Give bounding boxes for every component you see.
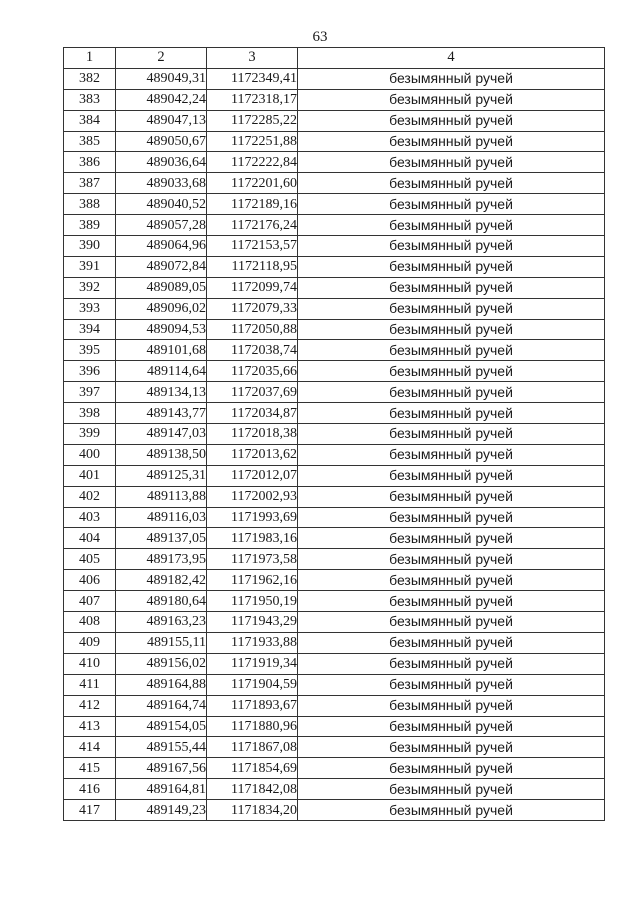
table-row xyxy=(64,131,605,152)
x-coordinate-cell: 489096,02 xyxy=(116,298,207,319)
x-coordinate-cell: 489155,44 xyxy=(116,737,207,758)
x-coordinate-cell: 489164,74 xyxy=(116,695,207,716)
table-row xyxy=(64,110,605,131)
y-coordinate-cell: 1171993,69 xyxy=(207,507,298,528)
x-coordinate-cell: 489180,64 xyxy=(116,591,207,612)
table-row xyxy=(64,758,605,779)
description-cell: безымянный ручей xyxy=(298,549,605,570)
description-cell: безымянный ручей xyxy=(298,340,605,361)
point-number-cell: 417 xyxy=(64,800,116,821)
x-coordinate-cell: 489116,03 xyxy=(116,507,207,528)
point-number-cell: 401 xyxy=(64,465,116,486)
column-header-3: 3 xyxy=(207,48,298,69)
table-row xyxy=(64,653,605,674)
x-coordinate-cell: 489042,24 xyxy=(116,89,207,110)
table-row xyxy=(64,549,605,570)
description-cell: безымянный ручей xyxy=(298,424,605,445)
table-row xyxy=(64,340,605,361)
y-coordinate-cell: 1172222,84 xyxy=(207,152,298,173)
description-cell: безымянный ручей xyxy=(298,361,605,382)
description-cell: безымянный ручей xyxy=(298,695,605,716)
point-number-cell: 409 xyxy=(64,632,116,653)
table-row xyxy=(64,570,605,591)
x-coordinate-cell: 489114,64 xyxy=(116,361,207,382)
table-row xyxy=(64,612,605,633)
point-number-cell: 383 xyxy=(64,89,116,110)
description-cell: безымянный ручей xyxy=(298,403,605,424)
table-row xyxy=(64,674,605,695)
table-row xyxy=(64,632,605,653)
y-coordinate-cell: 1172189,16 xyxy=(207,194,298,215)
y-coordinate-cell: 1171842,08 xyxy=(207,779,298,800)
y-coordinate-cell: 1171983,16 xyxy=(207,528,298,549)
point-number-cell: 402 xyxy=(64,486,116,507)
table-row xyxy=(64,591,605,612)
x-coordinate-cell: 489036,64 xyxy=(116,152,207,173)
description-cell: безымянный ручей xyxy=(298,465,605,486)
point-number-cell: 403 xyxy=(64,507,116,528)
table-row xyxy=(64,298,605,319)
description-cell: безымянный ручей xyxy=(298,591,605,612)
point-number-cell: 405 xyxy=(64,549,116,570)
description-cell: безымянный ручей xyxy=(298,298,605,319)
point-number-cell: 386 xyxy=(64,152,116,173)
x-coordinate-cell: 489154,05 xyxy=(116,716,207,737)
point-number-cell: 393 xyxy=(64,298,116,319)
table-row xyxy=(64,68,605,89)
table-row xyxy=(64,319,605,340)
description-cell: безымянный ручей xyxy=(298,68,605,89)
description-cell: безымянный ручей xyxy=(298,256,605,277)
table-row xyxy=(64,215,605,236)
y-coordinate-cell: 1171867,08 xyxy=(207,737,298,758)
y-coordinate-cell: 1172349,41 xyxy=(207,68,298,89)
table-row xyxy=(64,528,605,549)
x-coordinate-cell: 489149,23 xyxy=(116,800,207,821)
x-coordinate-cell: 489113,88 xyxy=(116,486,207,507)
description-cell: безымянный ручей xyxy=(298,486,605,507)
table-row xyxy=(64,256,605,277)
x-coordinate-cell: 489173,95 xyxy=(116,549,207,570)
description-cell: безымянный ручей xyxy=(298,779,605,800)
point-number-cell: 396 xyxy=(64,361,116,382)
y-coordinate-cell: 1172012,07 xyxy=(207,465,298,486)
page-number: 63 xyxy=(312,29,328,45)
point-number-cell: 394 xyxy=(64,319,116,340)
y-coordinate-cell: 1172201,60 xyxy=(207,173,298,194)
x-coordinate-cell: 489101,68 xyxy=(116,340,207,361)
table-header-row xyxy=(64,48,605,69)
x-coordinate-cell: 489163,23 xyxy=(116,612,207,633)
x-coordinate-cell: 489064,96 xyxy=(116,236,207,257)
point-number-cell: 416 xyxy=(64,779,116,800)
point-number-cell: 399 xyxy=(64,424,116,445)
x-coordinate-cell: 489164,81 xyxy=(116,779,207,800)
y-coordinate-cell: 1172251,88 xyxy=(207,131,298,152)
y-coordinate-cell: 1171834,20 xyxy=(207,800,298,821)
y-coordinate-cell: 1172002,93 xyxy=(207,486,298,507)
y-coordinate-cell: 1172318,17 xyxy=(207,89,298,110)
column-header-1: 1 xyxy=(64,48,116,69)
point-number-cell: 400 xyxy=(64,444,116,465)
table-row xyxy=(64,800,605,821)
x-coordinate-cell: 489134,13 xyxy=(116,382,207,403)
y-coordinate-cell: 1172285,22 xyxy=(207,110,298,131)
x-coordinate-cell: 489047,13 xyxy=(116,110,207,131)
point-number-cell: 408 xyxy=(64,612,116,633)
point-number-cell: 414 xyxy=(64,737,116,758)
y-coordinate-cell: 1172099,74 xyxy=(207,277,298,298)
table-row xyxy=(64,382,605,403)
x-coordinate-cell: 489040,52 xyxy=(116,194,207,215)
point-number-cell: 389 xyxy=(64,215,116,236)
description-cell: безымянный ручей xyxy=(298,131,605,152)
point-number-cell: 404 xyxy=(64,528,116,549)
table-row xyxy=(64,89,605,110)
description-cell: безымянный ручей xyxy=(298,110,605,131)
y-coordinate-cell: 1171854,69 xyxy=(207,758,298,779)
point-number-cell: 415 xyxy=(64,758,116,779)
x-coordinate-cell: 489156,02 xyxy=(116,653,207,674)
y-coordinate-cell: 1172176,24 xyxy=(207,215,298,236)
description-cell: безымянный ручей xyxy=(298,674,605,695)
x-coordinate-cell: 489164,88 xyxy=(116,674,207,695)
x-coordinate-cell: 489050,67 xyxy=(116,131,207,152)
table-row xyxy=(64,779,605,800)
y-coordinate-cell: 1172118,95 xyxy=(207,256,298,277)
table-body xyxy=(64,68,605,820)
description-cell: безымянный ручей xyxy=(298,444,605,465)
point-number-cell: 384 xyxy=(64,110,116,131)
x-coordinate-cell: 489182,42 xyxy=(116,570,207,591)
description-cell: безымянный ручей xyxy=(298,737,605,758)
x-coordinate-cell: 489049,31 xyxy=(116,68,207,89)
table-row xyxy=(64,277,605,298)
table-row xyxy=(64,403,605,424)
description-cell: безымянный ручей xyxy=(298,319,605,340)
y-coordinate-cell: 1171893,67 xyxy=(207,695,298,716)
table-row xyxy=(64,737,605,758)
table-row xyxy=(64,361,605,382)
table-row xyxy=(64,444,605,465)
table-row xyxy=(64,152,605,173)
description-cell: безымянный ручей xyxy=(298,173,605,194)
table-row xyxy=(64,507,605,528)
point-number-cell: 382 xyxy=(64,68,116,89)
table-row xyxy=(64,194,605,215)
table-row xyxy=(64,695,605,716)
point-number-cell: 391 xyxy=(64,256,116,277)
coordinates-table xyxy=(63,47,605,821)
y-coordinate-cell: 1171950,19 xyxy=(207,591,298,612)
y-coordinate-cell: 1171919,34 xyxy=(207,653,298,674)
table-row xyxy=(64,486,605,507)
x-coordinate-cell: 489167,56 xyxy=(116,758,207,779)
point-number-cell: 398 xyxy=(64,403,116,424)
table-row xyxy=(64,716,605,737)
point-number-cell: 412 xyxy=(64,695,116,716)
description-cell: безымянный ручей xyxy=(298,528,605,549)
point-number-cell: 413 xyxy=(64,716,116,737)
description-cell: безымянный ручей xyxy=(298,194,605,215)
description-cell: безымянный ручей xyxy=(298,382,605,403)
y-coordinate-cell: 1172037,69 xyxy=(207,382,298,403)
y-coordinate-cell: 1172035,66 xyxy=(207,361,298,382)
x-coordinate-cell: 489072,84 xyxy=(116,256,207,277)
description-cell: безымянный ручей xyxy=(298,612,605,633)
description-cell: безымянный ручей xyxy=(298,215,605,236)
y-coordinate-cell: 1171933,88 xyxy=(207,632,298,653)
y-coordinate-cell: 1171880,96 xyxy=(207,716,298,737)
table-row xyxy=(64,173,605,194)
description-cell: безымянный ручей xyxy=(298,653,605,674)
point-number-cell: 406 xyxy=(64,570,116,591)
description-cell: безымянный ручей xyxy=(298,632,605,653)
y-coordinate-cell: 1171943,29 xyxy=(207,612,298,633)
x-coordinate-cell: 489155,11 xyxy=(116,632,207,653)
point-number-cell: 390 xyxy=(64,236,116,257)
y-coordinate-cell: 1172153,57 xyxy=(207,236,298,257)
table-row xyxy=(64,465,605,486)
table-row xyxy=(64,236,605,257)
point-number-cell: 395 xyxy=(64,340,116,361)
point-number-cell: 392 xyxy=(64,277,116,298)
description-cell: безымянный ручей xyxy=(298,507,605,528)
point-number-cell: 385 xyxy=(64,131,116,152)
description-cell: безымянный ручей xyxy=(298,716,605,737)
x-coordinate-cell: 489033,68 xyxy=(116,173,207,194)
table-row xyxy=(64,424,605,445)
x-coordinate-cell: 489143,77 xyxy=(116,403,207,424)
x-coordinate-cell: 489125,31 xyxy=(116,465,207,486)
point-number-cell: 387 xyxy=(64,173,116,194)
x-coordinate-cell: 489147,03 xyxy=(116,424,207,445)
column-header-2: 2 xyxy=(116,48,207,69)
y-coordinate-cell: 1172038,74 xyxy=(207,340,298,361)
x-coordinate-cell: 489138,50 xyxy=(116,444,207,465)
point-number-cell: 407 xyxy=(64,591,116,612)
description-cell: безымянный ручей xyxy=(298,236,605,257)
point-number-cell: 388 xyxy=(64,194,116,215)
y-coordinate-cell: 1172050,88 xyxy=(207,319,298,340)
y-coordinate-cell: 1171962,16 xyxy=(207,570,298,591)
column-header-4: 4 xyxy=(298,48,605,69)
y-coordinate-cell: 1172079,33 xyxy=(207,298,298,319)
x-coordinate-cell: 489094,53 xyxy=(116,319,207,340)
description-cell: безымянный ручей xyxy=(298,758,605,779)
x-coordinate-cell: 489057,28 xyxy=(116,215,207,236)
y-coordinate-cell: 1172034,87 xyxy=(207,403,298,424)
description-cell: безымянный ручей xyxy=(298,800,605,821)
point-number-cell: 397 xyxy=(64,382,116,403)
y-coordinate-cell: 1172013,62 xyxy=(207,444,298,465)
y-coordinate-cell: 1172018,38 xyxy=(207,424,298,445)
description-cell: безымянный ручей xyxy=(298,570,605,591)
x-coordinate-cell: 489137,05 xyxy=(116,528,207,549)
y-coordinate-cell: 1171904,59 xyxy=(207,674,298,695)
description-cell: безымянный ручей xyxy=(298,277,605,298)
y-coordinate-cell: 1171973,58 xyxy=(207,549,298,570)
description-cell: безымянный ручей xyxy=(298,152,605,173)
description-cell: безымянный ручей xyxy=(298,89,605,110)
x-coordinate-cell: 489089,05 xyxy=(116,277,207,298)
point-number-cell: 410 xyxy=(64,653,116,674)
point-number-cell: 411 xyxy=(64,674,116,695)
